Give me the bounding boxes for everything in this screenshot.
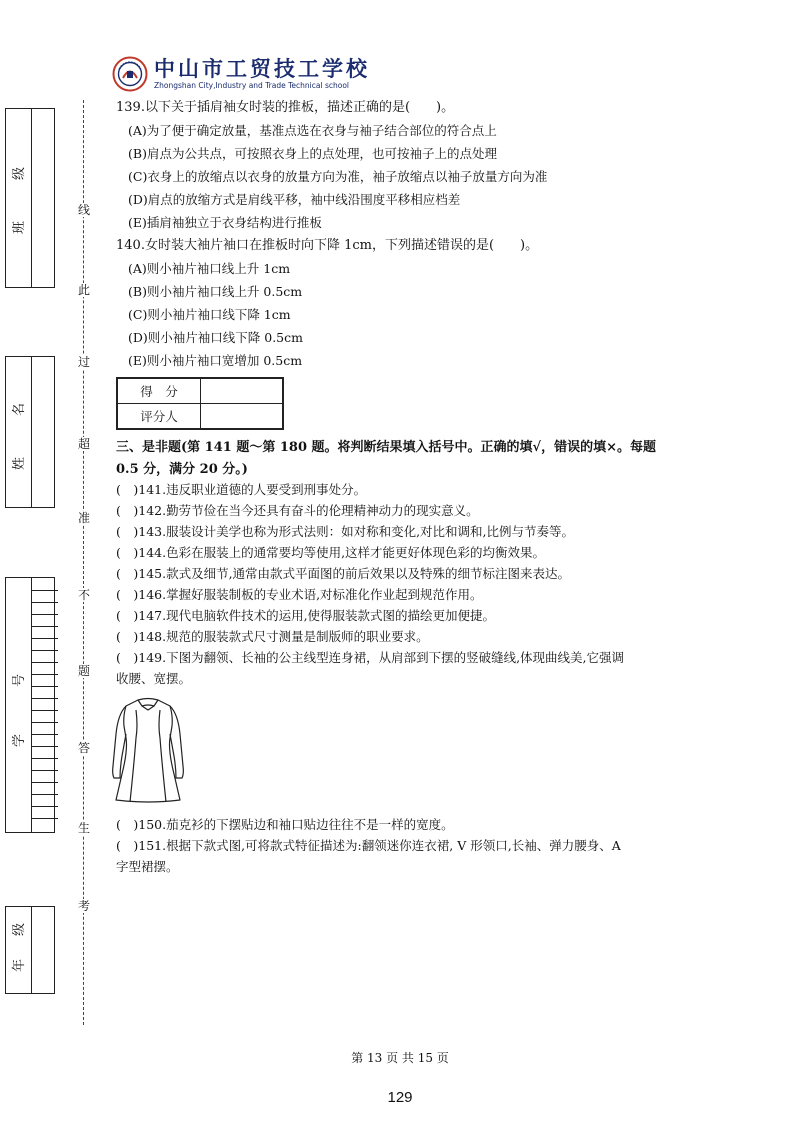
question-139-stem: 139.以下关于插肩袖女时装的推板，描述正确的是( )。 [116, 100, 455, 115]
question-141: ( )141.违反职业道德的人要受到刑事处分。 [116, 482, 367, 497]
grader-label: 评分人 [117, 404, 201, 430]
question-151-line-1: ( )151.根据下款式图,可将款式特征描述为:翻领迷你连衣裙, V 形领口,长袖、弹力腰身、A [116, 838, 621, 853]
binding-char: 准 [77, 511, 90, 525]
binding-char: 不 [77, 588, 90, 602]
score-label: 得 分 [117, 378, 201, 404]
binding-dashed-line [83, 100, 84, 1025]
section-3-heading-line-1: 三、是非题(第 141 题～第 180 题。将判断结果填入括号中。正确的填√，错误的填×。每题 [116, 440, 656, 455]
question-149-line-1: ( )149.下图为翻领、长袖的公主线型连身裙，从肩部到下摆的竖破缝线,体现曲线美,它强调 [116, 650, 625, 665]
class-label-2: 级 [12, 166, 28, 181]
grade-label-1: 年 [12, 958, 28, 973]
question-139-option-d: (D)肩点的放缩方式是肩线平移，袖中线沿围度平移相应档差 [128, 192, 461, 207]
page-info: 第 13 页 共 15 页 [351, 1051, 449, 1065]
score-value-cell[interactable] [201, 378, 284, 404]
name-label-2: 名 [12, 402, 28, 417]
princess-line-dress-illustration [108, 694, 188, 806]
question-147: ( )147.现代电脑软件技术的运用,使得服装款式图的描绘更加便捷。 [116, 608, 496, 623]
question-149-line-2: 收腰、宽摆。 [116, 671, 192, 686]
binding-char: 答 [77, 741, 90, 755]
binding-char: 过 [77, 355, 90, 369]
grade-label-2: 级 [12, 922, 28, 937]
question-140-option-b: (B)则小袖片袖口线上升 0.5cm [128, 284, 303, 299]
class-label-1: 班 [12, 220, 28, 235]
question-140-option-d: (D)则小袖片袖口线下降 0.5cm [128, 330, 303, 345]
question-140-option-a: (A)则小袖片袖口线上升 1cm [128, 261, 291, 276]
score-table [116, 377, 284, 430]
class-box [5, 108, 55, 288]
grader-value-cell[interactable] [201, 404, 284, 430]
binding-char: 考 [77, 899, 90, 913]
question-151-line-2: 字型裙摆。 [116, 859, 179, 874]
question-145: ( )145.款式及细节,通常由款式平面图的前后效果以及特殊的细节标注图来表达。 [116, 566, 571, 581]
question-139-option-a: (A)为了便于确定放量，基准点选在衣身与袖子结合部位的符合点上 [128, 123, 497, 138]
binding-char: 线 [77, 203, 90, 217]
name-label-1: 姓 [12, 456, 28, 471]
question-146: ( )146.掌握好服装制板的专业术语,对标准化作业起到规范作用。 [116, 587, 483, 602]
school-name-cn: 中山市工贸技工学校 [154, 56, 370, 81]
question-140-option-e: (E)则小袖片袖口宽增加 0.5cm [128, 353, 303, 368]
page-number: 129 [387, 1089, 413, 1106]
section-3-heading-line-2: 0.5 分，满分 20 分。) [116, 462, 248, 477]
question-140-stem: 140.女时装大袖片袖口在推板时向下降 1cm，下列描述错误的是( )。 [116, 238, 539, 253]
name-box [5, 356, 55, 508]
id-label-1: 学 [12, 733, 28, 748]
question-148: ( )148.规范的服装款式尺寸测量是制版师的职业要求。 [116, 629, 429, 644]
question-139-option-b: (B)肩点为公共点，可按照衣身上的点处理，也可按袖子上的点处理 [128, 146, 497, 161]
question-139-option-c: (C)衣身上的放缩点以衣身的放量方向为准，袖子放缩点以袖子放量方向为准 [128, 169, 548, 184]
school-logo [112, 56, 370, 92]
question-140-option-c: (C)则小袖片袖口线下降 1cm [128, 307, 291, 322]
binding-char: 超 [77, 437, 90, 451]
grade-box [5, 906, 55, 994]
school-name-en: Zhongshan City,Industry and Trade Technical school [154, 81, 349, 90]
binding-char: 此 [77, 283, 90, 297]
school-emblem-icon [112, 56, 148, 92]
question-143: ( )143.服装设计美学也称为形式法则：如对称和变化,对比和调和,比例与节奏等。 [116, 524, 575, 539]
question-142: ( )142.勤劳节俭在当今还具有奋斗的伦理精神动力的现实意义。 [116, 503, 479, 518]
binding-char: 生 [77, 821, 90, 835]
question-150: ( )150.茄克衫的下摆贴边和袖口贴边往往不是一样的宽度。 [116, 817, 454, 832]
question-139-option-e: (E)插肩袖独立于衣身结构进行推板 [128, 215, 322, 230]
question-144: ( )144.色彩在服装上的通常要均等使用,这样才能更好体现色彩的均衡效果。 [116, 545, 546, 560]
id-label-2: 号 [12, 673, 28, 688]
binding-char: 题 [77, 664, 90, 678]
student-id-box [5, 577, 55, 833]
